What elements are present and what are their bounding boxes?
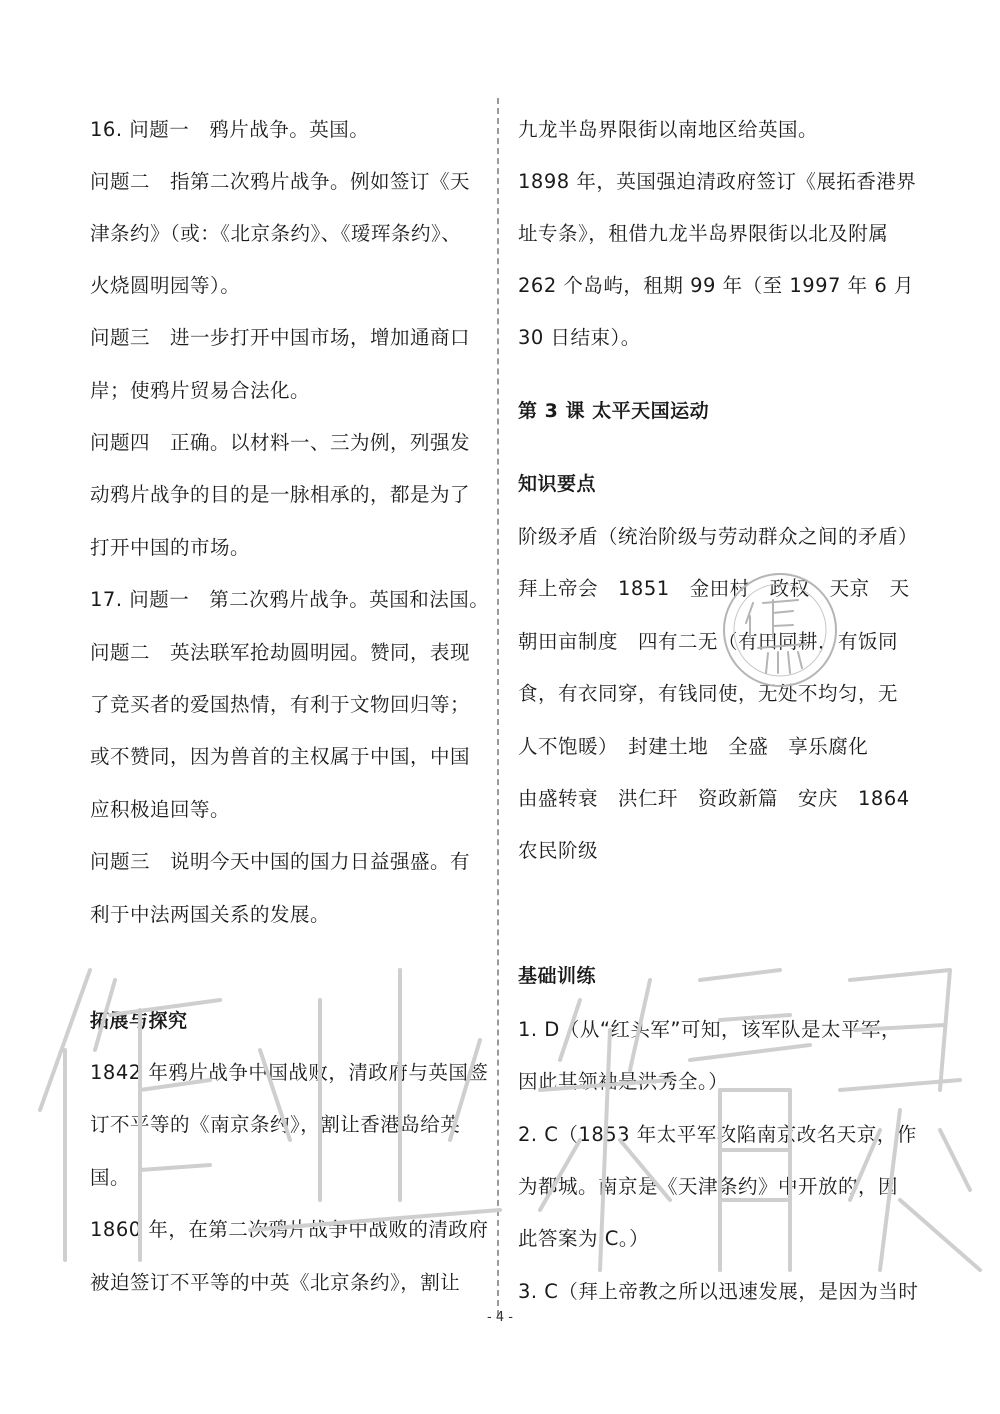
extension-para3-line3: 262 个岛屿，租期 99 年（至 1997 年 6 月	[518, 274, 914, 297]
extension-para3-line2: 址专条》，租借九龙半岛界限街以北及附属	[518, 222, 889, 245]
key-points-line1: 阶级矛盾（统治阶级与劳动群众之间的矛盾）	[518, 525, 919, 548]
answer-17-q2-line3: 或不赞同，因为兽首的主权属于中国，中国	[90, 745, 471, 768]
answer-16-q1: 16. 问题一 鸦片战争。英国。	[90, 118, 370, 141]
answer-16-q4-line3: 打开中国的市场。	[90, 536, 251, 559]
answer-17-q3-line2: 利于中法两国关系的发展。	[90, 903, 331, 926]
answer-16-q2-line2: 津条约》（或：《北京条约》、《瑷珲条约》、	[90, 222, 462, 245]
answer-3-line1: 3. C（拜上帝教之所以迅速发展，是因为当时	[518, 1280, 919, 1303]
extension-para3-line4: 30 日结束）。	[518, 326, 641, 349]
extension-para1-line1: 1842 年鸦片战争中国战败，清政府与英国签	[90, 1061, 489, 1084]
answer-17-q1: 17. 问题一 第二次鸦片战争。英国和法国。	[90, 588, 490, 611]
key-points-line2: 拜上帝会 1851 金田村 政权 天京 天	[518, 577, 910, 600]
extension-para2-line1: 1860 年，在第二次鸦片战争中战败的清政府	[90, 1218, 489, 1241]
key-points-line4: 食，有衣同穿，有钱同使，无处不均匀，无	[518, 682, 899, 705]
extension-para1-line2: 订不平等的《南京条约》，割让香港岛给英	[90, 1113, 461, 1136]
key-points-line3: 朝田亩制度 四有二无（有田同耕，有饭同	[518, 630, 899, 653]
key-points-line6: 由盛转衰 洪仁玕 资政新篇 安庆 1864	[518, 787, 910, 810]
answer-16-q2-line3: 火烧圆明园等）。	[90, 274, 241, 297]
key-points-line5: 人不饱暖） 封建土地 全盛 享乐腐化	[518, 735, 869, 758]
answer-2-line2: 为都城。南京是《天津条约》中开放的，因	[518, 1175, 899, 1198]
page-number: - 4 -	[487, 1310, 513, 1325]
answer-16-q2-line1: 问题二 指第二次鸦片战争。例如签订《天	[90, 170, 471, 193]
answer-2-line1: 2. C（1853 年太平军攻陷南京改名天京，作	[518, 1123, 917, 1146]
answer-1-line2: 因此其领袖是洪秀全。）	[518, 1070, 729, 1093]
answer-17-q3-line1: 问题三 说明今天中国的国力日益强盛。有	[90, 850, 471, 873]
section-heading-basic-training: 基础训练	[518, 965, 597, 987]
column-divider	[497, 98, 499, 1316]
answer-16-q4-line2: 动鸦片战争的目的是一脉相承的，都是为了	[90, 483, 471, 506]
answer-17-q2-line4: 应积极追回等。	[90, 798, 231, 821]
answer-1-line1: 1. D（从“红头军”可知，该军队是太平军，	[518, 1018, 902, 1041]
extension-para3-line1: 1898 年，英国强迫清政府签订《展拓香港界	[518, 170, 917, 193]
section-heading-extension: 拓展与探究	[90, 1010, 188, 1032]
answer-16-q3-line2: 岸；使鸦片贸易合法化。	[90, 379, 311, 402]
answer-16-q3-line1: 问题三 进一步打开中国市场，增加通商口	[90, 326, 471, 349]
section-heading-key-points: 知识要点	[518, 473, 597, 495]
key-points-line7: 农民阶级	[518, 839, 599, 862]
answer-16-q4-line1: 问题四 正确。以材料一、三为例，列强发	[90, 431, 471, 454]
extension-para2-line2: 被迫签订不平等的中英《北京条约》，割让	[90, 1271, 461, 1294]
extension-para1-line3: 国。	[90, 1166, 131, 1189]
extension-para2-line3: 九龙半岛界限街以南地区给英国。	[518, 118, 819, 141]
answer-17-q2-line2: 了竞买者的爱国热情，有利于文物回归等；	[90, 693, 471, 716]
lesson-title: 第 3 课 太平天国运动	[518, 400, 710, 422]
answer-17-q2-line1: 问题二 英法联军抢劫圆明园。赞同，表现	[90, 641, 471, 664]
answer-2-line3: 此答案为 C。）	[518, 1227, 650, 1250]
